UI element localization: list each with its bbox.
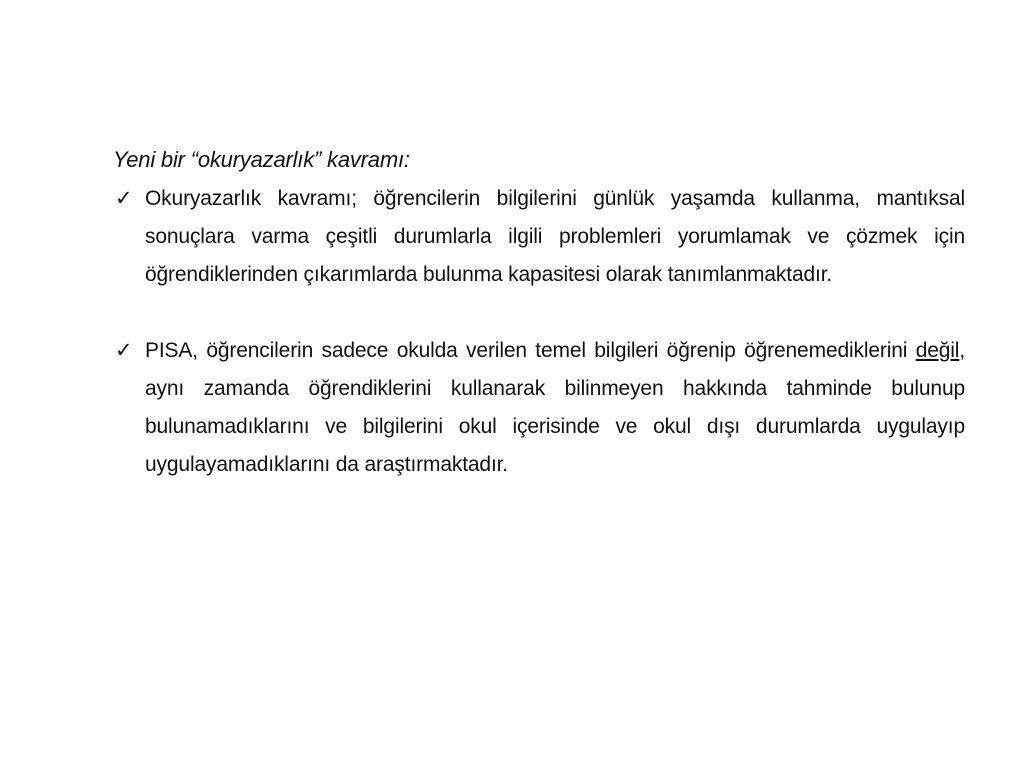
checkmark-icon: ✓ (115, 187, 133, 210)
bullet-text: Okuryazarlık kavramı; öğrencilerin bilgilerini günlük yaşamda kullanma, mantıksal sonuçlara varma çeşitli durumlarla ilgili problemleri yorumlamak ve çözmek için öğrendiklerinden çıkarımlarda bulunma kapasitesi olarak tanımlanmaktadır. (145, 187, 965, 286)
bullet-item (113, 332, 965, 484)
checkmark-icon: ✓ (115, 339, 133, 362)
underlined-word: değil (915, 339, 960, 362)
bullet-text (145, 332, 965, 484)
bullet-text-before: PISA, öğrencilerin sadece okulda verilen temel bilgileri öğrenip öğrenemediklerini (145, 339, 916, 362)
slide-content (113, 146, 965, 484)
bullet-text-after: , aynı zamanda öğrendiklerini kullanarak bilinmeyen hakkında tahminde bulunup bulunamadıklarını ve bilgilerini okul içerisinde ve okul dışı durumlarda uygulayıp uygulayamadıklarını da araştırmaktadır. (145, 339, 965, 476)
bullet-item (113, 180, 965, 294)
slide-heading: Yeni bir “okuryazarlık” kavramı: (113, 147, 410, 172)
